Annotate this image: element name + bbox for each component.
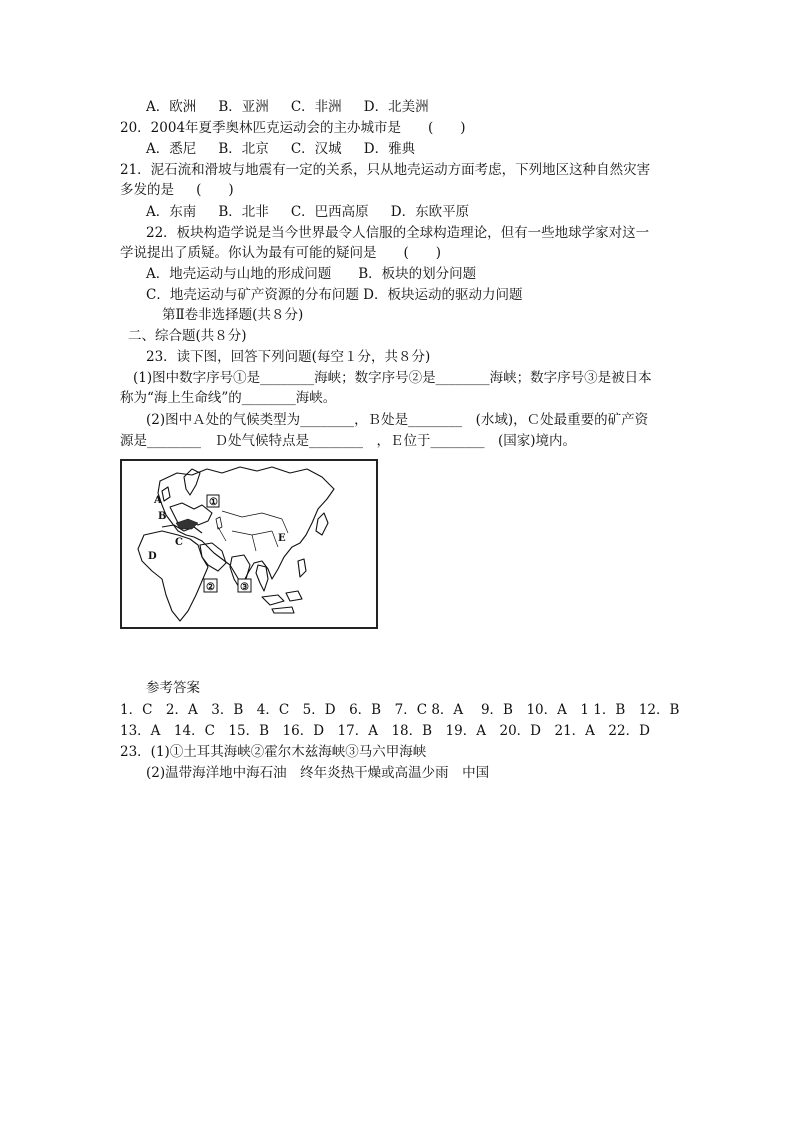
britain (162, 487, 170, 501)
q23-1-line2: 称为“海上生命线”的________海峡。 (120, 390, 337, 406)
arabian-peninsula (200, 543, 226, 571)
southeast-asia (256, 565, 268, 591)
q23-2-line1: (2)图中Ａ处的气候类型为________，Ｂ处是________ (水域)，Ｃ处最重要的矿产资 (146, 412, 649, 428)
label-a: A (154, 495, 162, 506)
q22-options-1: A．地壳运动与山地的形成问题 B．板块的划分问题 (146, 266, 477, 282)
label-b: B (158, 511, 167, 522)
africa (138, 531, 208, 621)
label-d: D (148, 551, 157, 562)
indonesia-islands (262, 591, 302, 613)
label-e: E (278, 533, 286, 544)
q21-text-line2: 多发的是 ( ) (120, 182, 234, 198)
answers-q23-1: 23．(1)①土耳其海峡②霍尔木兹海峡③马六甲海峡 (120, 744, 427, 760)
answers-row2: 13．A 14．C 15．B 16．D 17．A 18．B 19．A 20．D 21．A 22．D (120, 723, 650, 739)
answers-q23-2: (2)温带海洋地中海石油 终年炎热干燥或高温少雨 中国 (146, 765, 490, 781)
country-borders (218, 511, 288, 551)
label-2: ② (206, 582, 215, 593)
label-3: ③ (240, 582, 249, 593)
q21-text-line1: 21．泥石流和滑坡与地震有一定的关系，只从地壳运动方面考虑，下列地区这种自然灾害 (120, 162, 651, 178)
asia-map-figure (120, 459, 378, 629)
q23-1-line1: (1)图中数字序号①是________海峡；数字序号②是________海峡；数字序号③是被日本 (133, 370, 652, 386)
section-title: 二、综合题(共８分) (128, 328, 247, 344)
label-c: C (175, 537, 183, 548)
part2-heading: 第Ⅱ卷非选择题(共８分) (162, 307, 304, 323)
caspian-sea (216, 517, 222, 529)
asia-map-svg (122, 461, 376, 627)
q20-text: 20．2004年夏季奥林匹克运动会的主办城市是 ( ) (120, 120, 466, 136)
answers-row1: 1．C 2．A 3．B 4．C 5．D 6．B 7．C 8．A 9．B 10．A 1 1．B 12．B (120, 702, 680, 718)
q22-text-line2: 学说提出了质疑。你认为最有可能的疑问是 ( ) (120, 245, 442, 261)
q23-text: 23．读下图，回答下列问题(每空１分，共８分) (146, 349, 431, 365)
japan (316, 513, 328, 535)
label-1: ① (209, 497, 218, 508)
q22-text-line1: 22．板块构造学说是当今世界最令人信服的全球构造理论，但有一些地球学家对这一 (146, 225, 650, 241)
q19-options: A．欧洲 B．亚洲 C．非洲 D．北美洲 (146, 99, 429, 115)
q23-2-line2: 源是________ Ｄ处气候特点是________ ，Ｅ位于________ (国家)境内。 (120, 433, 577, 449)
q21-options: A．东南 B．北非 C．巴西高原 D．东欧平原 (146, 204, 470, 220)
q22-options-2: C．地壳运动与矿产资源的分布问题 D．板块运动的驱动力问题 (146, 287, 523, 303)
answers-title: 参考答案 (146, 680, 200, 696)
q20-options: A．悉尼 B．北京 C．汉城 D．雅典 (146, 141, 416, 157)
philippines (298, 559, 306, 577)
